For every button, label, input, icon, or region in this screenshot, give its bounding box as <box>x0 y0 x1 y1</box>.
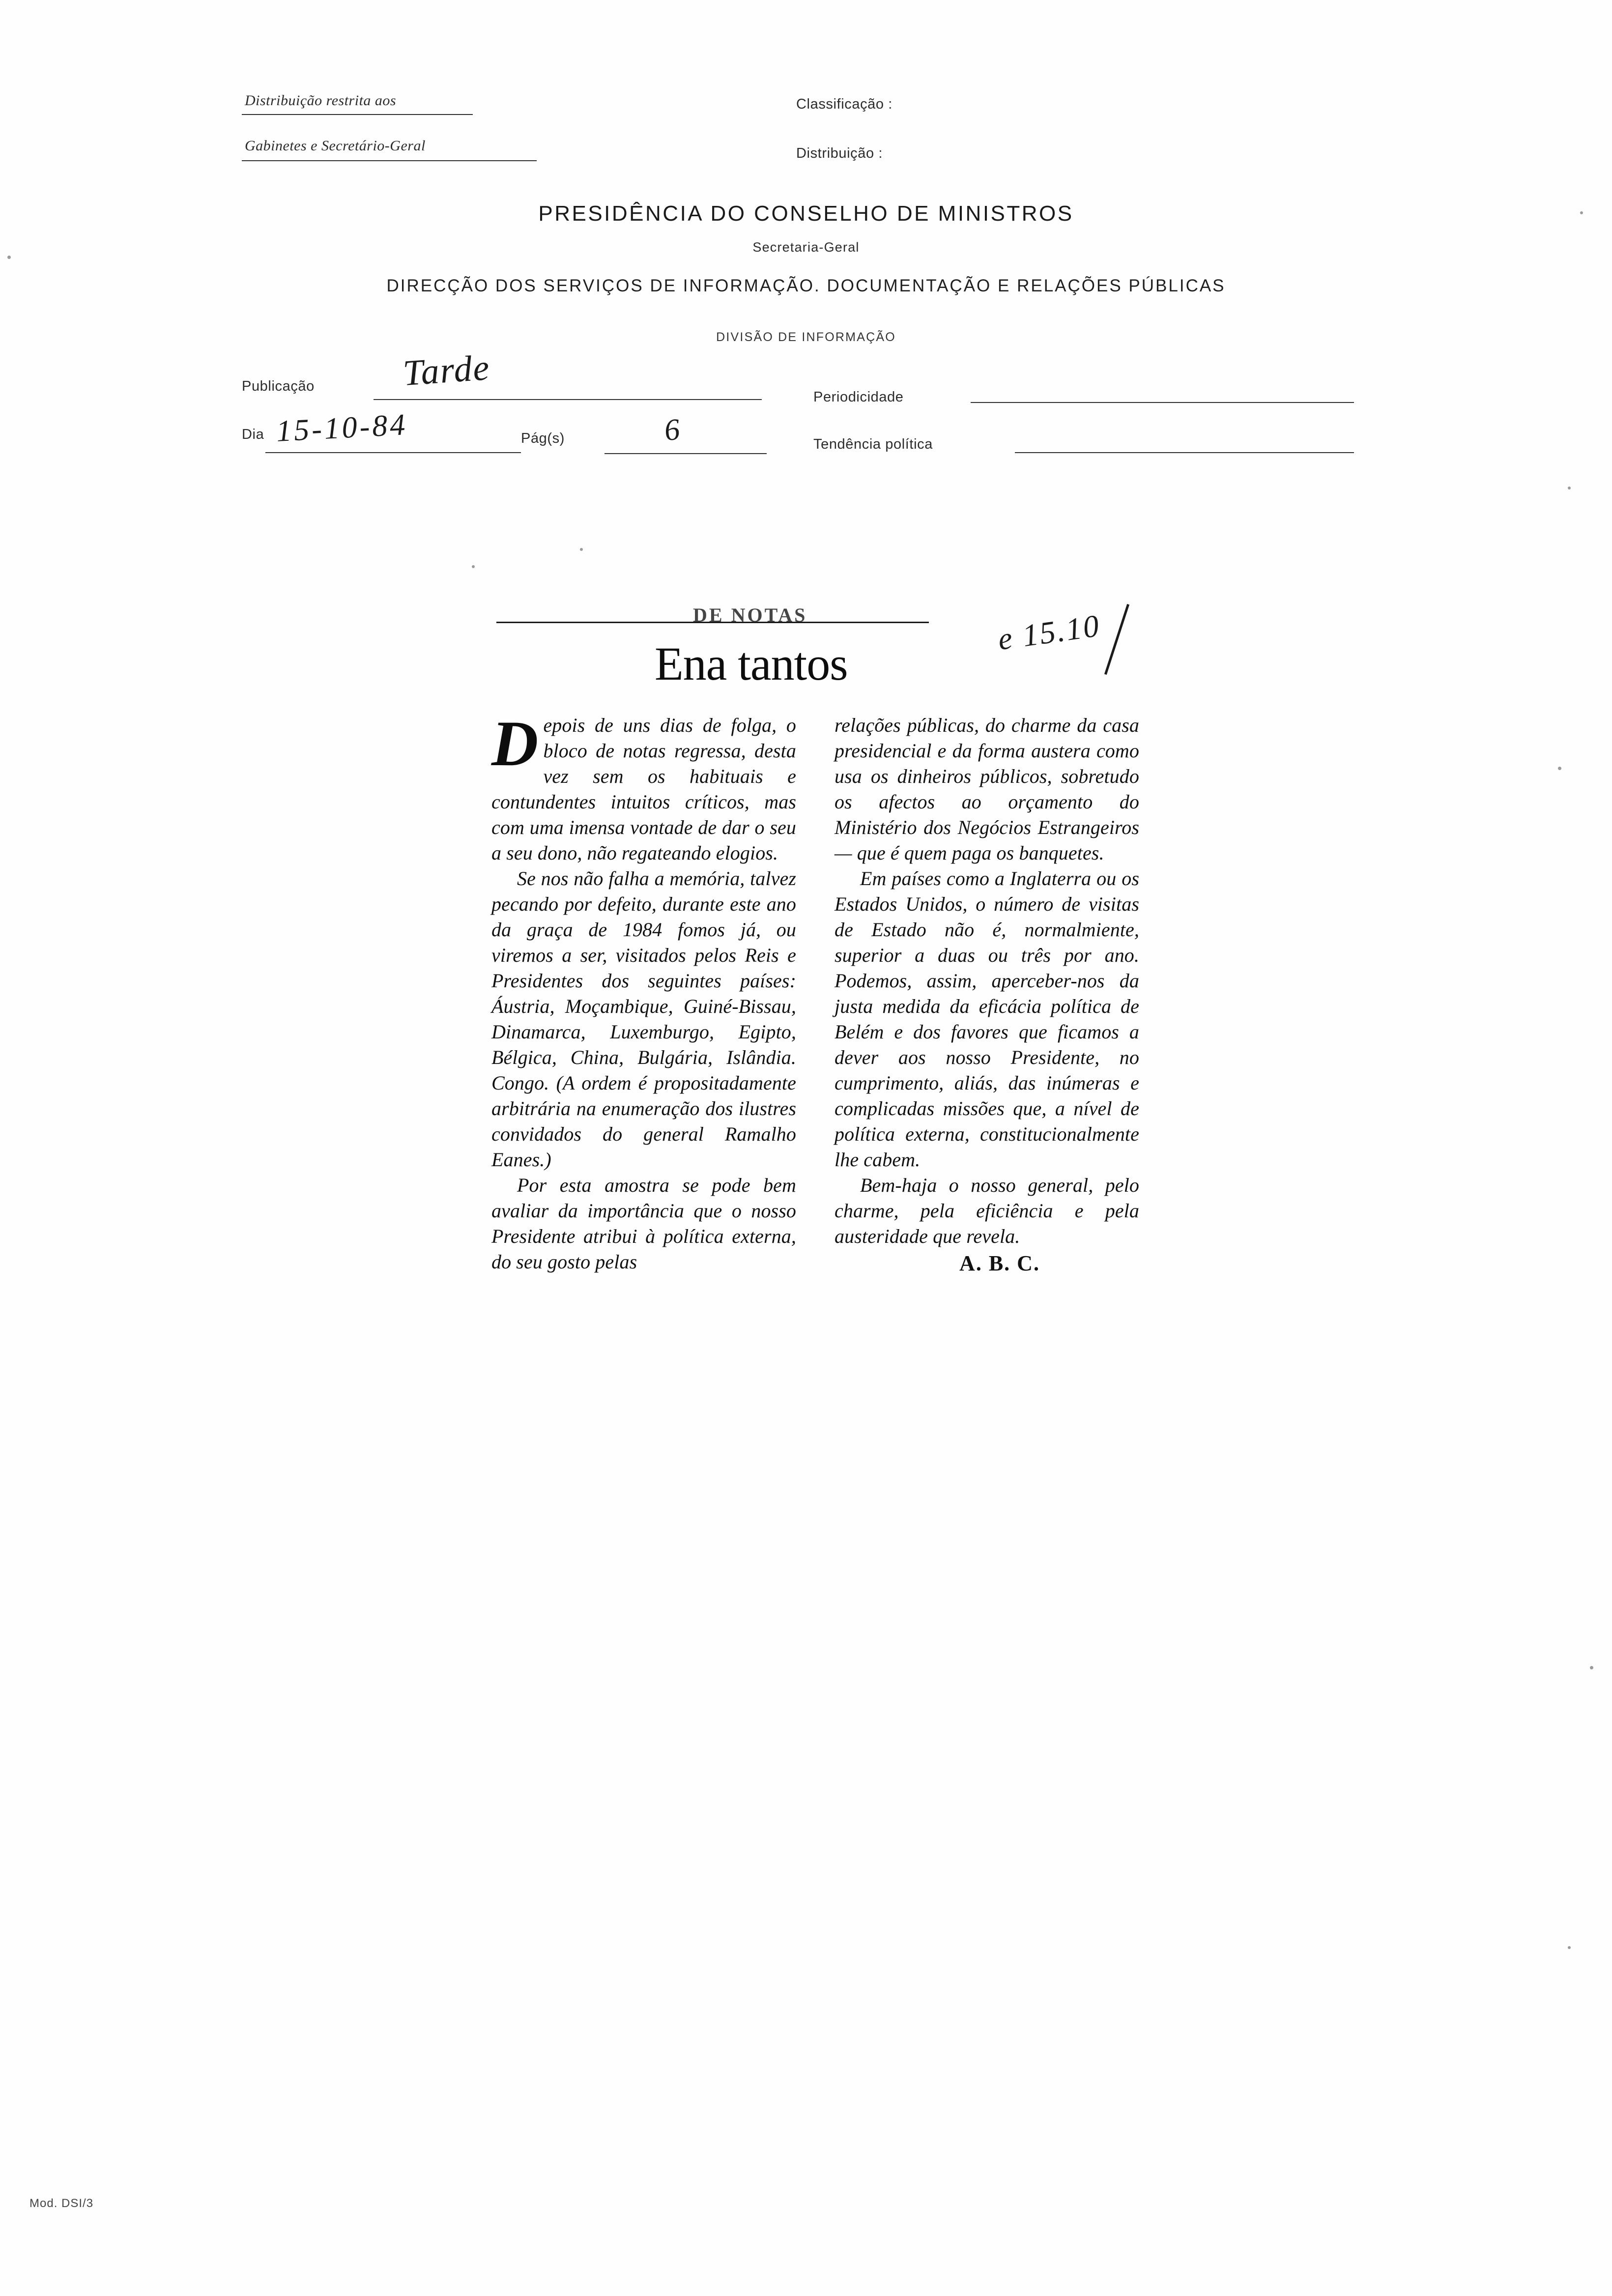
form-code: Mod. DSI/3 <box>29 2197 94 2210</box>
restricted-distribution-line2: Gabinetes e Secretário-Geral <box>245 138 426 154</box>
clipping-headline: Ena tantos <box>655 637 848 690</box>
paragraph <box>491 707 796 866</box>
classificacao-label: Classificação : <box>796 96 892 112</box>
dia-value: 15-10-84 <box>275 408 408 448</box>
clipping-kicker: DE NOTAS <box>693 604 807 626</box>
scan-speckle <box>1568 1946 1571 1949</box>
paragraph-text: Por esta amostra se pode bem avaliar da importância que o nosso Presidente atribui à política externa, do seu gosto pelas <box>491 1174 796 1273</box>
organisation-division: DIVISÃO DE INFORMAÇÃO <box>716 330 896 344</box>
author-signature: A. B. C. <box>959 1251 1040 1275</box>
paragraph <box>491 1173 796 1275</box>
pags-rule <box>604 453 767 454</box>
paragraph <box>491 866 796 1173</box>
scan-speckle <box>1580 211 1583 214</box>
paragraph <box>835 1173 1139 1249</box>
paragraph <box>835 713 1139 866</box>
handwritten-annotation: e 15.10 <box>996 607 1103 657</box>
periodicidade-label: Periodicidade <box>813 389 904 405</box>
publicacao-value: Tarde <box>402 347 491 394</box>
handwritten-slash-mark <box>1104 604 1129 675</box>
scan-speckle <box>580 548 583 551</box>
dia-rule <box>265 452 521 453</box>
restricted-underline-2 <box>242 160 537 161</box>
scan-speckle <box>7 256 11 259</box>
pags-label: Pág(s) <box>521 430 565 446</box>
clipping-column-right <box>835 713 1139 1277</box>
scan-speckle <box>1558 767 1561 770</box>
dropcap-letter: D <box>491 707 539 779</box>
organisation-subtitle: Secretaria-Geral <box>752 240 860 255</box>
scan-speckle <box>1568 487 1571 489</box>
clipping-columns <box>482 707 1248 1277</box>
paragraph-text: Bem-haja o nosso general, pelo charme, pela eficiência e pela austeridade que revela. <box>835 1174 1139 1247</box>
organisation-title: PRESIDÊNCIA DO CONSELHO DE MINISTROS <box>538 201 1074 226</box>
paragraph-text: Em países como a Inglaterra ou os Estados Unidos, o número de visitas de Estado não é, normalmiente, superior a duas ou três por ano. Podemos, assim, aperceber-nos da justa medida da eficácia política de Belém e dos favores que ficamos a dever aos nosso Presidente, no cumprimento, aliás, das inúmeras e complicadas missões que, a nível de política externa, constitucionalmente lhe cabem. <box>835 867 1139 1171</box>
pags-value: 6 <box>662 412 682 448</box>
newspaper-clipping <box>482 555 1248 1627</box>
paragraph <box>835 866 1139 1173</box>
clipping-column-left <box>491 707 796 1277</box>
periodicidade-rule <box>971 402 1354 403</box>
restricted-distribution-line1: Distribuição restrita aos <box>245 92 397 109</box>
distribuicao-label: Distribuição : <box>796 145 883 161</box>
organisation-department: DIRECÇÃO DOS SERVIÇOS DE INFORMAÇÃO. DOCUMENTAÇÃO E RELAÇÕES PÚBLICAS <box>386 276 1226 295</box>
publicacao-rule <box>374 399 762 400</box>
paragraph-text: relações públicas, do charme da casa presidencial e da forma austera como usa os dinheiros públicos, sobretudo os afectos ao orçamento do Ministério dos Negócios Estrangeiros — que é quem paga os banquetes. <box>835 714 1139 864</box>
paragraph-text: epois de uns dias de folga, o bloco de notas regressa, desta vez sem os habituais e contundentes intuitos críticos, mas com uma imensa vontade de dar o seu a seu dono, não regateando elogios. <box>491 714 796 864</box>
publicacao-label: Publicação <box>242 378 315 394</box>
tendencia-label: Tendência política <box>813 436 933 452</box>
scan-speckle <box>472 565 475 568</box>
restricted-underline-1 <box>242 114 473 115</box>
tendencia-rule <box>1015 452 1354 453</box>
dia-label: Dia <box>242 427 264 442</box>
scan-speckle <box>1590 1666 1593 1669</box>
paragraph-text: Se nos não falha a memória, talvez pecando por defeito, durante este ano da graça de 1984 fomos já, ou viremos a ser, visitados pelos Reis e Presidentes dos seguintes países: Áustria, Moçambique, Guiné-Bissau, Dinamarca, Luxemburgo, Egipto, Bélgica, China, Bulgária, Islândia. Congo. (A ordem é propositadamente arbitrária na enumeração dos ilustres convidados do general Ramalho Eanes.) <box>491 867 796 1171</box>
